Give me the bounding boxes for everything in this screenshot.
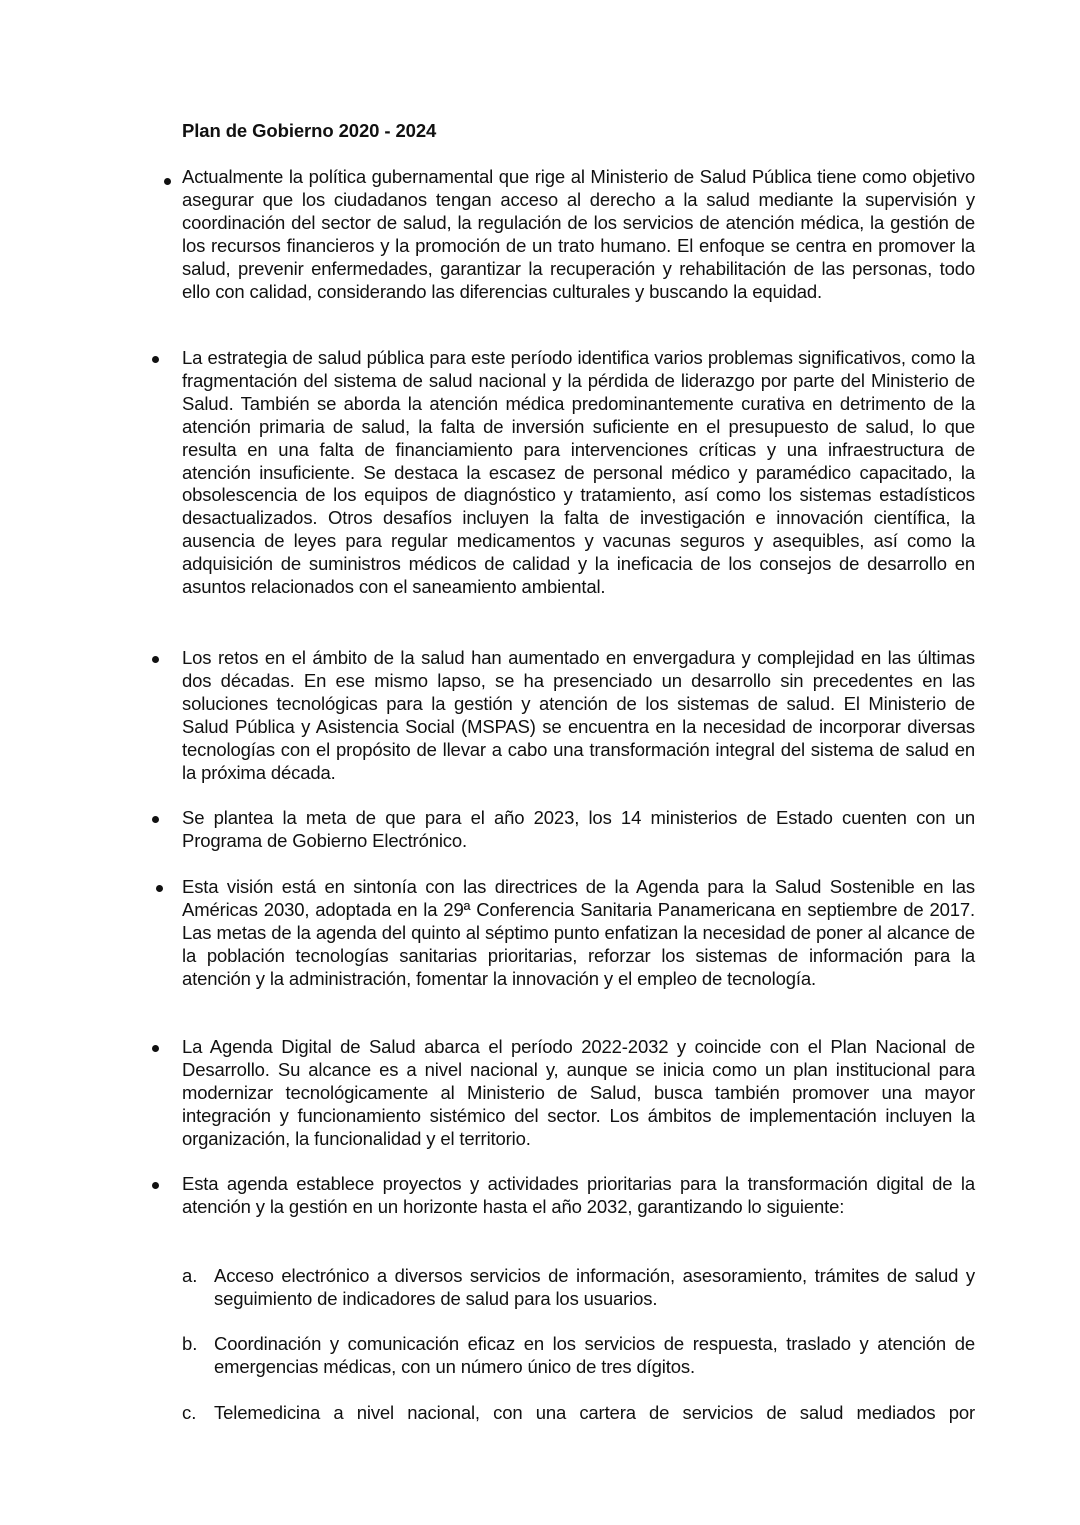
bullet-icon <box>152 656 159 663</box>
sublist-item: Telemedicina a nivel nacional, con una cartera de servicios de salud mediados por <box>214 1402 975 1423</box>
bullet-icon <box>152 1182 159 1189</box>
bullet-icon <box>156 885 163 892</box>
bullet-paragraph: La Agenda Digital de Salud abarca el período 2022-2032 y coincide con el Plan Nacional de Desarrollo. Su alcance es a nivel nacional y, aunque se inicia como un plan institucional para modernizar tecnológicamente al Ministerio de Salud, busca también promover una mayor integración y funcionamiento sistémico del sector. Los ámbitos de implementación incluyen la organización, la funcionalidad y el territorio. <box>182 1036 975 1149</box>
sublist-item: Coordinación y comunicación eficaz en los servicios de respuesta, traslado y atención de emergencias médicas, con un número único de tres dígitos. <box>214 1333 975 1377</box>
bullet-icon <box>164 178 171 185</box>
list-marker-b: b. <box>182 1333 198 1354</box>
document-title: Plan de Gobierno 2020 - 2024 <box>182 120 437 141</box>
bullet-paragraph: Se plantea la meta de que para el año 2023, los 14 ministerios de Estado cuenten con un Programa de Gobierno Electrónico. <box>182 807 975 851</box>
bullet-icon <box>152 816 159 823</box>
list-marker-c: c. <box>182 1402 197 1423</box>
bullet-icon <box>152 1045 159 1052</box>
bullet-paragraph: Los retos en el ámbito de la salud han aumentado en envergadura y complejidad en las últimas dos décadas. En ese mismo lapso, se ha presenciado un desarrollo sin precedentes en las soluciones tecnológicas para la gestión y atención de los sistemas de salud. El Ministerio de Salud Pública y Asistencia Social (MSPAS) se encuentra en la necesidad de incorporar diversas tecnologías con el propósito de llevar a cabo una transformación integral del sistema de salud en la próxima década. <box>182 647 975 783</box>
sublist-item: Acceso electrónico a diversos servicios de información, asesoramiento, trámites de salud y seguimiento de indicadores de salud para los usuarios. <box>214 1265 975 1309</box>
bullet-paragraph: Esta agenda establece proyectos y actividades prioritarias para la transformación digital de la atención y la gestión en un horizonte hasta el año 2032, garantizando lo siguiente: <box>182 1173 975 1217</box>
bullet-paragraph: Actualmente la política gubernamental que rige al Ministerio de Salud Pública tiene como objetivo asegurar que los ciudadanos tengan acceso al derecho a la salud mediante la supervisión y coordinación del sector de salud, la regulación de los servicios de atención médica, la gestión de los recursos financieros y la promoción de un trato humano. El enfoque se centra en promover la salud, prevenir enfermedades, garantizar la recuperación y rehabilitación de las personas, todo ello con calidad, considerando las diferencias culturales y buscando la equidad. <box>182 166 975 302</box>
bullet-icon <box>152 356 159 363</box>
bullet-paragraph: Esta visión está en sintonía con las directrices de la Agenda para la Salud Sostenible en las Américas 2030, adoptada en la 29ª Conferencia Sanitaria Panamericana en septiembre de 2017. Las metas de la agenda del quinto al séptimo punto enfatizan la necesidad de poner al alcance de la población tecnologías sanitarias prioritarias, reforzar los sistemas de información para la atención y la administración, fomentar la innovación y el empleo de tecnología. <box>182 876 975 989</box>
bullet-paragraph: La estrategia de salud pública para este período identifica varios problemas significativos, como la fragmentación del sistema de salud nacional y la pérdida de liderazgo por parte del Ministerio de Salud. También se aborda la atención médica predominantemente curativa en detrimento de la atención primaria de salud, la falta de inversión suficiente en el presupuesto de salud, lo que resulta en una falta de financiamiento para intervenciones críticas y una infraestructura de atención insuficiente. Se destaca la escasez de personal médico y paramédico capacitado, la obsolescencia de los equipos de diagnóstico y tratamiento, así como los sistemas estadísticos desactualizados. Otros desafíos incluyen la falta de investigación e innovación científica, la ausencia de leyes para regular medicamentos y vacunas seguros y asequibles, así como la adquisición de suministros médicos de calidad y la ineficacia de los consejos de desarrollo en asuntos relacionados con el saneamiento ambiental. <box>182 347 975 598</box>
list-marker-a: a. <box>182 1265 198 1286</box>
